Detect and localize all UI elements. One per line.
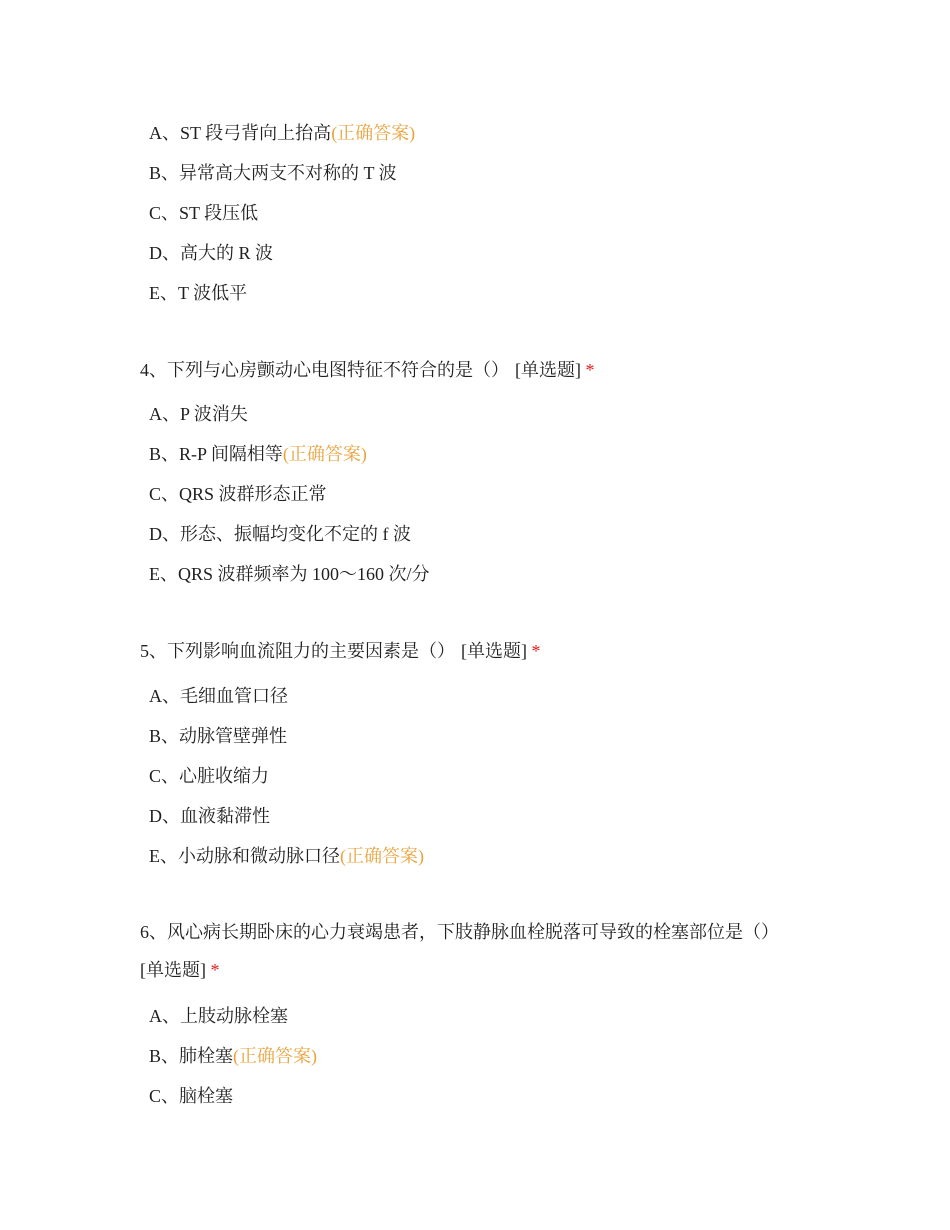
- required-mark: *: [531, 641, 541, 661]
- q4-option-c: [149, 482, 327, 506]
- question-text: 5、下列影响血流阻力的主要因素是（）: [140, 641, 455, 661]
- q5-option-c: [149, 764, 269, 788]
- q6-option-a: [149, 1004, 288, 1028]
- correct-answer-tag: (正确答案): [340, 846, 424, 866]
- q4-title: [140, 351, 820, 389]
- q5-option-b: [149, 724, 287, 748]
- q3-option-c: [149, 201, 258, 225]
- q4-option-a: [149, 402, 248, 426]
- correct-answer-tag: (正确答案): [233, 1046, 318, 1066]
- q4-option-b: [149, 442, 367, 466]
- option-text: D、形态、振幅均变化不定的 f 波: [149, 524, 411, 544]
- q3-option-d: [149, 241, 273, 265]
- q4-option-e: [149, 562, 430, 586]
- q3-option-b: [149, 161, 397, 185]
- q3-option-a: [149, 121, 415, 145]
- q3-option-e: [149, 281, 247, 305]
- required-mark: *: [210, 960, 220, 980]
- option-text: C、QRS 波群形态正常: [149, 484, 327, 504]
- q5-option-a: [149, 684, 288, 708]
- question-type: [单选题]: [461, 641, 527, 661]
- q6-title: [140, 913, 810, 989]
- option-text: D、高大的 R 波: [149, 243, 274, 263]
- required-mark: *: [585, 360, 595, 380]
- q6-option-b: [149, 1044, 317, 1068]
- option-text: B、异常高大两支不对称的 T 波: [149, 163, 397, 183]
- option-text: E、T 波低平: [149, 283, 248, 303]
- option-text: C、心脏收缩力: [149, 766, 270, 786]
- question-type: [单选题]: [140, 960, 206, 980]
- option-text: B、动脉管壁弹性: [149, 726, 288, 746]
- option-text: B、肺栓塞: [149, 1046, 234, 1066]
- question-text: 6、风心病长期卧床的心力衰竭患者，下肢静脉血栓脱落可导致的栓塞部位是（）: [140, 922, 779, 942]
- option-text: A、P 波消失: [149, 404, 248, 424]
- q5-title: [140, 632, 820, 670]
- q6-option-c: [149, 1084, 233, 1108]
- option-text: B、R-P 间隔相等: [149, 444, 283, 464]
- correct-answer-tag: (正确答案): [331, 123, 416, 143]
- option-text: D、血液黏滞性: [149, 806, 270, 826]
- option-text: E、小动脉和微动脉口径: [149, 846, 340, 866]
- option-text: A、ST 段弓背向上抬高: [149, 123, 332, 143]
- option-text: A、毛细血管口径: [149, 686, 288, 706]
- q4-option-d: [149, 522, 411, 546]
- q5-option-d: [149, 804, 270, 828]
- option-text: A、上肢动脉栓塞: [149, 1006, 288, 1026]
- q5-option-e: [149, 844, 424, 868]
- option-text: C、脑栓塞: [149, 1086, 234, 1106]
- question-text: 4、下列与心房颤动心电图特征不符合的是（）: [140, 360, 509, 380]
- option-text: E、QRS 波群频率为 100～160 次/分: [149, 564, 430, 584]
- option-text: C、ST 段压低: [149, 203, 259, 223]
- question-type: [单选题]: [515, 360, 581, 380]
- correct-answer-tag: (正确答案): [282, 444, 367, 464]
